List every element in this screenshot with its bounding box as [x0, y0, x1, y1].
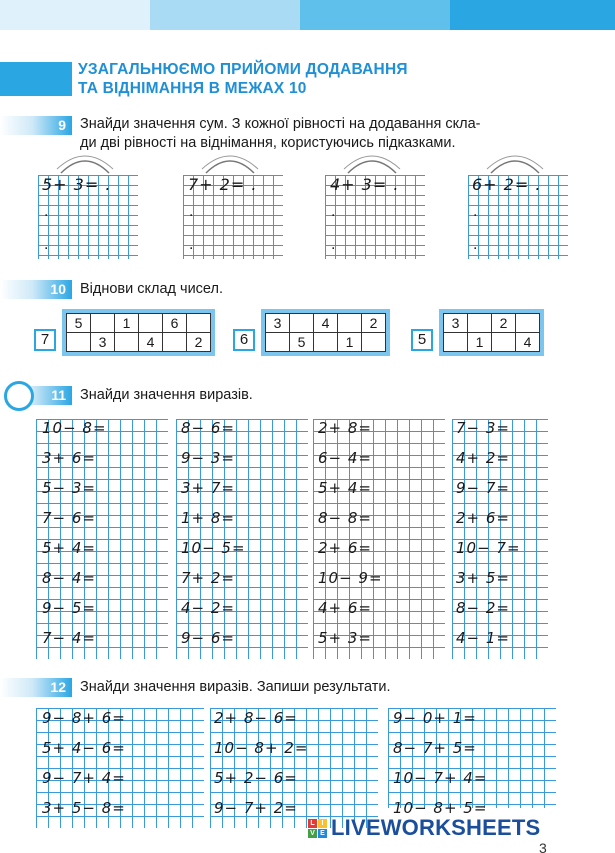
cell[interactable]: [338, 314, 362, 333]
cell[interactable]: 4: [516, 333, 540, 352]
expression: 5− 3=: [42, 479, 96, 497]
expression: 8− 6=: [181, 419, 235, 437]
task-9-dot: .: [473, 203, 478, 220]
cell[interactable]: [362, 333, 386, 352]
expression: 5+ 3=: [318, 629, 372, 647]
cell[interactable]: [444, 333, 468, 352]
expression: 10− 8=: [42, 419, 107, 437]
task-10-text: Віднови склад чисел.: [80, 281, 224, 297]
expression: 10− 7+ 4=: [393, 769, 488, 787]
task-9-dot: .: [189, 236, 194, 253]
expression: 5+ 4=: [42, 539, 96, 557]
task-9-dot: .: [331, 203, 336, 220]
cell[interactable]: 4: [139, 333, 163, 352]
expression: 4− 1=: [456, 629, 510, 647]
cell[interactable]: 6: [163, 314, 187, 333]
expression: 2+ 8− 6=: [214, 709, 298, 727]
cell[interactable]: 5: [290, 333, 314, 352]
cell[interactable]: [492, 333, 516, 352]
expression: 3+ 7=: [181, 479, 235, 497]
top-color-bar: [0, 0, 615, 30]
expression: 5+ 4− 6=: [42, 739, 126, 757]
box-2-label: 6: [233, 329, 255, 351]
cell[interactable]: 3: [91, 333, 115, 352]
hint-arrow-icon: [200, 153, 260, 177]
expression: 9− 7+ 2=: [214, 799, 298, 817]
number-box-1: [62, 309, 215, 356]
expression: 7− 6=: [42, 509, 96, 527]
task-9-equation-4: 6+ 2= .: [472, 175, 542, 194]
expression: 9− 0+ 1=: [393, 709, 477, 727]
box-3-label: 5: [411, 329, 433, 351]
hint-arrow-icon: [485, 153, 545, 177]
cell[interactable]: 2: [362, 314, 386, 333]
expression: 2+ 6=: [456, 509, 510, 527]
logo-letter: V: [308, 829, 317, 838]
cell[interactable]: [187, 314, 211, 333]
expression: 4+ 6=: [318, 599, 372, 617]
hint-arrow-icon: [55, 153, 115, 177]
task-9-dot: .: [331, 236, 336, 253]
title-line-2: ТА ВІДНІМАННЯ В МЕЖАХ 10: [78, 80, 307, 97]
expression: 8− 2=: [456, 599, 510, 617]
expression: 10− 8+ 5=: [393, 799, 488, 817]
expression: 2+ 8=: [318, 419, 372, 437]
liveworksheets-logo[interactable]: [308, 815, 540, 841]
logo-mark-icon: [308, 819, 327, 838]
task-9-equation-3: 4+ 3= .: [330, 175, 400, 194]
expression: 8− 4=: [42, 569, 96, 587]
cell[interactable]: 3: [266, 314, 290, 333]
box-1-label: 7: [34, 329, 56, 351]
expression: 4− 2=: [181, 599, 235, 617]
task-12-text: Знайди значення виразів. Запиши результати.: [80, 679, 391, 695]
task-9-text-line-2: ди дві рівності на віднімання, користуючись підказками.: [80, 135, 456, 151]
expression: 3+ 6=: [42, 449, 96, 467]
task-9-dot: .: [44, 203, 49, 220]
expression: 9− 5=: [42, 599, 96, 617]
cell[interactable]: [290, 314, 314, 333]
expression: 9− 7+ 4=: [42, 769, 126, 787]
cell[interactable]: [163, 333, 187, 352]
cell[interactable]: 2: [187, 333, 211, 352]
expression: 10− 8+ 2=: [214, 739, 309, 757]
task-9-equation-2: 7+ 2= .: [188, 175, 258, 194]
task-12-number: 12: [0, 678, 72, 697]
logo-letter: E: [318, 829, 327, 838]
expression: 7− 3=: [456, 419, 510, 437]
logo-text: LIVEWORKSHEETS: [331, 815, 541, 840]
cell[interactable]: 4: [314, 314, 338, 333]
circle-marker-icon: [4, 381, 34, 411]
task-9-text: [80, 115, 480, 153]
cell[interactable]: [266, 333, 290, 352]
page-number: 3: [539, 840, 547, 853]
expression: 8− 8=: [318, 509, 372, 527]
cell[interactable]: [91, 314, 115, 333]
expression: 8− 7+ 5=: [393, 739, 477, 757]
cell[interactable]: 1: [338, 333, 362, 352]
expression: 3+ 5=: [456, 569, 510, 587]
expression: 9− 6=: [181, 629, 235, 647]
cell[interactable]: [67, 333, 91, 352]
cell[interactable]: 2: [492, 314, 516, 333]
task-9-dot: .: [473, 236, 478, 253]
page-title: [78, 60, 408, 98]
task-10-number: 10: [0, 280, 72, 299]
expression: 9− 8+ 6=: [42, 709, 126, 727]
logo-letter: L: [308, 819, 317, 828]
task-9-text-line-1: Знайди значення сум. З кожної рівності на додавання скла-: [80, 116, 481, 132]
expression: 1+ 8=: [181, 509, 235, 527]
cell[interactable]: 5: [67, 314, 91, 333]
task-11-text: Знайди значення виразів.: [80, 387, 253, 403]
expression: 5+ 4=: [318, 479, 372, 497]
expression: 7+ 2=: [181, 569, 235, 587]
task-9-equation-1: 5+ 3= .: [42, 175, 112, 194]
logo-letter: I: [318, 819, 327, 828]
expression: 10− 9=: [318, 569, 383, 587]
cell[interactable]: 3: [444, 314, 468, 333]
header-stripe: [0, 62, 72, 96]
cell[interactable]: [314, 333, 338, 352]
task-11-number: 11: [0, 386, 72, 405]
task-9-number: 9: [0, 116, 72, 135]
expression: 9− 3=: [181, 449, 235, 467]
expression: 6− 4=: [318, 449, 372, 467]
cell[interactable]: 1: [115, 314, 139, 333]
task-9-dot: .: [44, 236, 49, 253]
cell[interactable]: [468, 314, 492, 333]
expression: 10− 5=: [181, 539, 246, 557]
expression: 10− 7=: [456, 539, 521, 557]
number-box-3: [439, 309, 544, 356]
expression: 5+ 2− 6=: [214, 769, 298, 787]
expression: 2+ 6=: [318, 539, 372, 557]
cell[interactable]: [139, 314, 163, 333]
expression: 7− 4=: [42, 629, 96, 647]
cell[interactable]: [115, 333, 139, 352]
expression: 9− 7=: [456, 479, 510, 497]
number-box-2: [261, 309, 390, 356]
expression: 4+ 2=: [456, 449, 510, 467]
cell[interactable]: [516, 314, 540, 333]
title-line-1: УЗАГАЛЬНЮЄМО ПРИЙОМИ ДОДАВАННЯ: [78, 61, 408, 78]
task-9-dot: .: [189, 203, 194, 220]
cell[interactable]: 1: [468, 333, 492, 352]
expression: 3+ 5− 8=: [42, 799, 126, 817]
hint-arrow-icon: [342, 153, 402, 177]
